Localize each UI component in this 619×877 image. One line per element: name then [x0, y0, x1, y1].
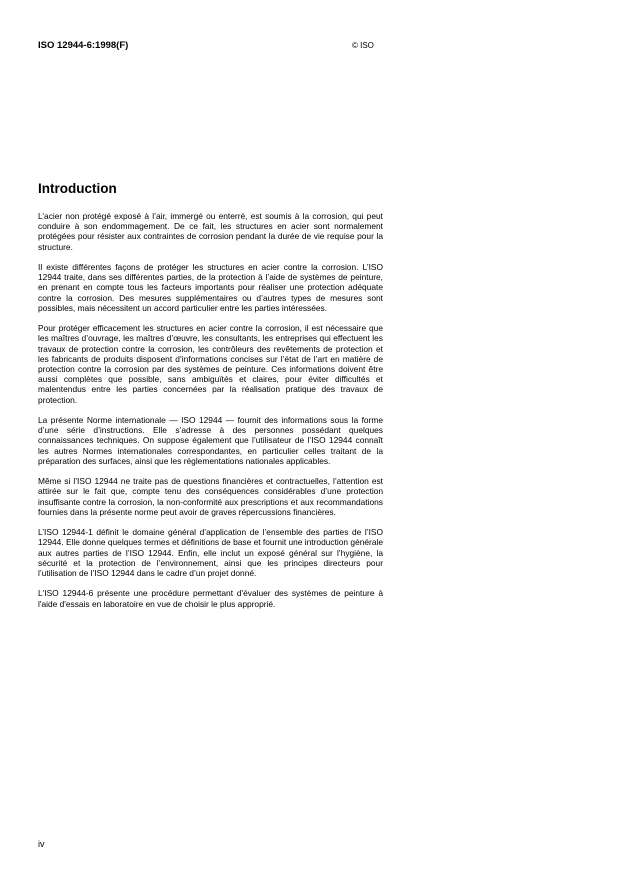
paragraph-6: L’ISO 12944-1 définit le domaine général d’application de l’ensemble des parties de l’ISO 12944. Elle donne quelques termes et définitions de base et fournit une introduction générale aux autres parties de l’ISO 12944. Enfin, elle inclut un exposé général sur l’hygiène, la sécurité et la protection de l’environnement, ainsi que les principes directeurs pour l’utilisation de l’ISO 12944 dans le cadre d’un projet donné.	[38, 527, 384, 579]
paragraph-1: L’acier non protégé exposé à l’air, immergé ou enterré, est soumis à la corrosion, qui peut conduire à son endommagement. De ce fait, les structures en acier sont normalement protégées pour résister aux contraintes de corrosion pendant la durée de vie requise pour la structure.	[38, 211, 383, 252]
paragraph-4: La présente Norme internationale — ISO 12944 — fournit des informations sous la forme d’une série d’instructions. Elle s’adresse à des personnes possédant quelques connaissances techniques. On suppose également que l’utilisateur de l’ISO 12944 connaît les autres Normes internationales correspondantes, en particulier celles traitant de la préparation des surfaces, ainsi que les réglementations nationales applicables.	[38, 415, 383, 466]
paragraph-2: Il existe différentes façons de protéger les structures en acier contre la corrosion. L’ISO 12944 traite, dans ses différentes parties, de la protection à l’aide de systèmes de peinture, en prenant en compte tous les facteurs importants pour réaliser une protection adéquate contre la corrosion. Des mesures supplémentaires ou d’autres types de mesures sont possibles, mais nécessitent un accord particulier entre les parties intéressées.	[38, 262, 383, 313]
document-id: ISO 12944-6:1998(F)	[38, 40, 129, 51]
paragraph-7: L'ISO 12944-6 présente une procédure permettant d'évaluer des systèmes de peinture à l'aide d'essais en laboratoire en vue de choisir le plus approprié.	[38, 588, 383, 609]
paragraph-5: Même si l’ISO 12944 ne traite pas de questions financières et contractuelles, l’attention est attirée sur le fait que, compte tenu des conséquences considérables d’une protection insuffisante contre la corrosion, la non-conformité aux prescriptions et aux recommandations fournies dans la présente norme peut avoir de graves répercussions financières.	[38, 476, 383, 517]
paragraph-3: Pour protéger efficacement les structures en acier contre la corrosion, il est nécessaire que les maîtres d’ouvrage, les maîtres d’œuvre, les consultants, les entreprises qui effectuent les travaux de protection contre la corrosion, les contrôleurs des revêtements de protection et les fabricants de produits disposent d’informations concises sur l’état de l’art en matière de protection contre la corrosion par des systèmes de peinture. Ces informations doivent être aussi complètes que possible, sans ambiguïtés et claires, pour éviter difficultés et malentendus entre les parties concernées par la réalisation pratique des travaux de protection.	[38, 323, 383, 405]
page-number: iv	[38, 839, 45, 849]
section-title: Introduction	[38, 181, 117, 196]
section-body	[38, 211, 383, 619]
copyright-notice: © ISO	[352, 41, 374, 50]
